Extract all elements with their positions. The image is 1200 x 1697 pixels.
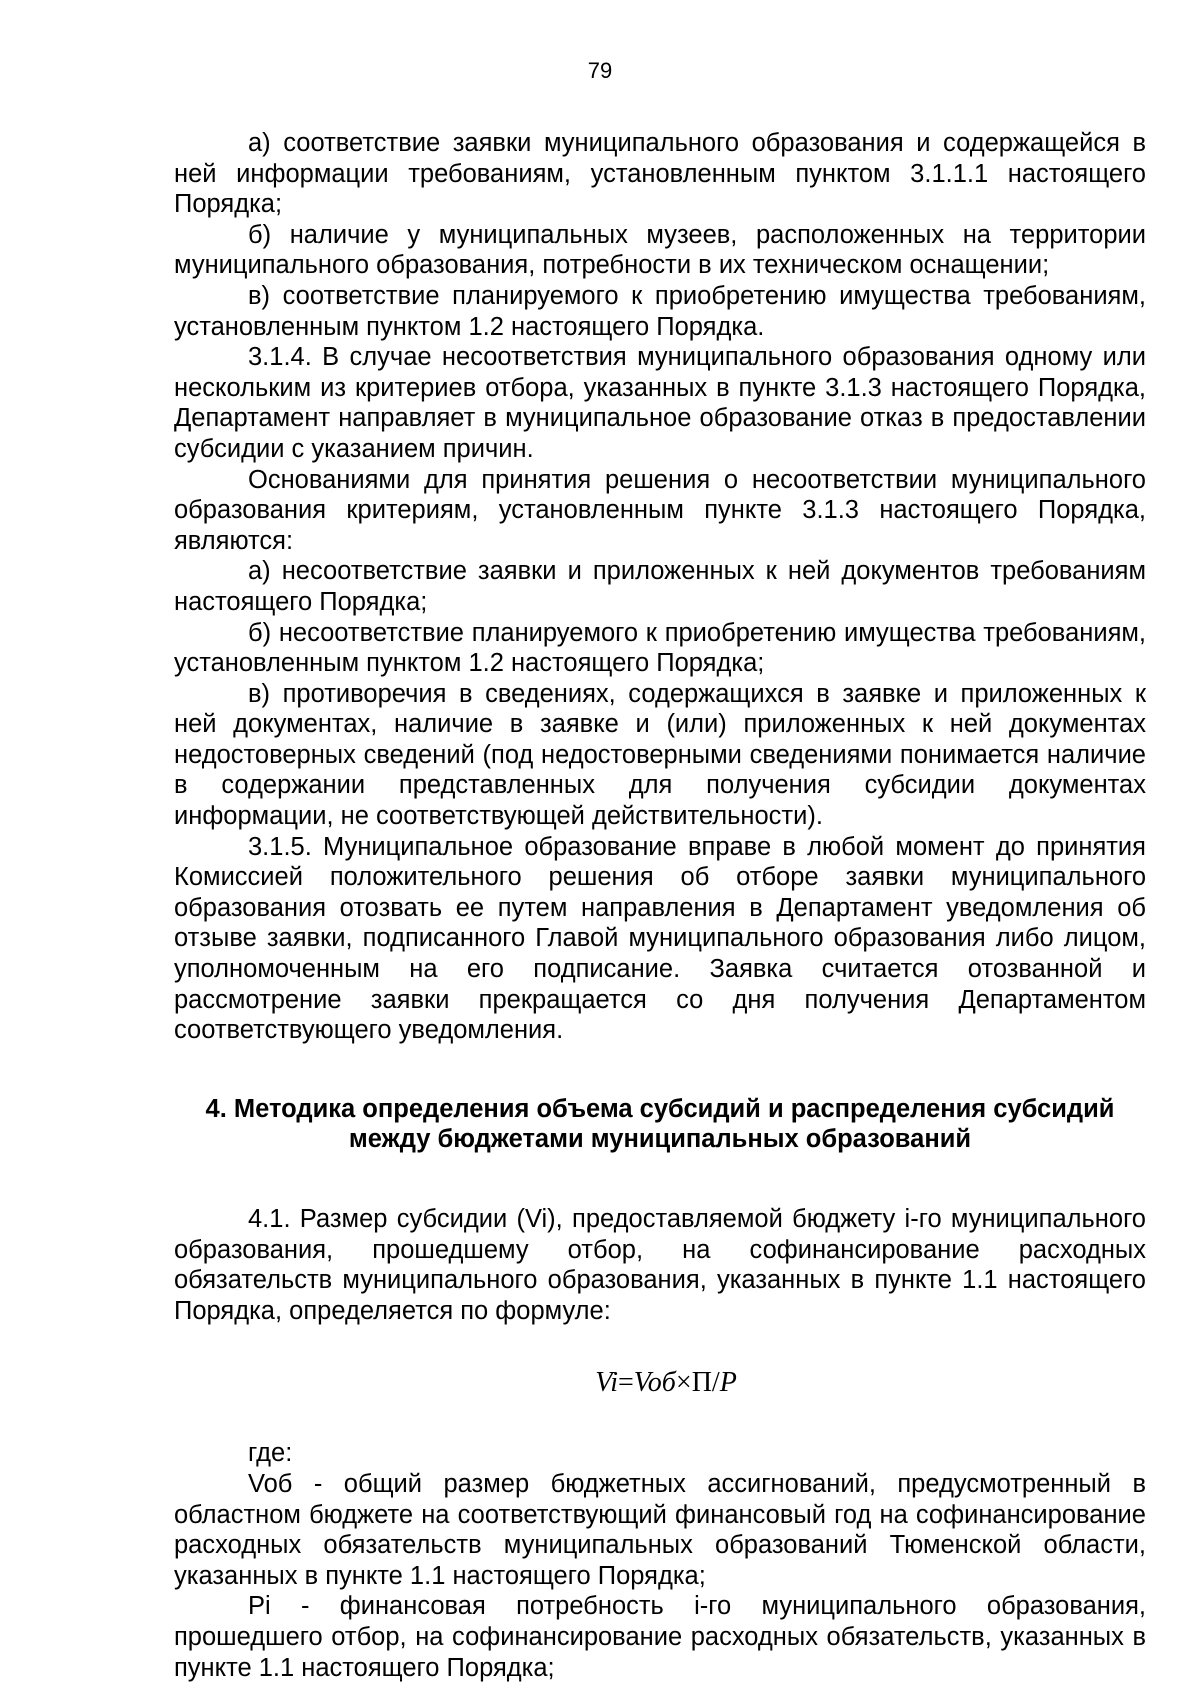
- formula-divide: /: [711, 1367, 720, 1399]
- formula-lhs: Vi: [595, 1367, 618, 1399]
- formula-term-total: P: [719, 1367, 737, 1399]
- paragraph-where: где:: [248, 1439, 293, 1468]
- paragraph-ground-c: в) противоречия в сведениях, содержащихся в заявке и приложенных к ней документах, наличие в заявке и (или) приложенных к ней документах недостоверных сведений (под недостоверными сведениями понимается наличие в содержании представленных для получения субсидии документах информации, не соответствующей действительности).: [174, 679, 1146, 831]
- formula-times: ×: [675, 1367, 692, 1399]
- paragraph-def-vob: Voб - общий размер бюджетных ассигнований, предусмотренный в областном бюджете на соответствующий финансовый год на софинансирование расходных обязательств муниципальных образований Тюменской области, указанных в пункте 1.1 настоящего Порядка;: [174, 1469, 1146, 1590]
- section-heading-line-1: 4. Методика определения объема субсидий и распределения субсидий: [205, 1094, 1115, 1123]
- paragraph-criterion-b: б) наличие у муниципальных музеев, расположенных на территории муниципального образования, потребности в их техническом оснащении;: [174, 220, 1146, 280]
- formula-term-p: П: [691, 1367, 712, 1399]
- paragraph-criterion-c: в) соответствие планируемого к приобретению имущества требованиям, установленным пунктом 1.2 настоящего Порядка.: [174, 281, 1146, 341]
- section-heading: [174, 1094, 1146, 1155]
- page-number: 79: [587, 58, 613, 83]
- paragraph-def-pi: Pi - финансовая потребность i-го муниципального образования, прошедшего отбор, на софинансирование расходных обязательств, указанных в пункте 1.1 настоящего Порядка;: [174, 1592, 1146, 1682]
- formula-equals: =: [618, 1367, 634, 1399]
- paragraph-criterion-a: а) соответствие заявки муниципального образования и содержащейся в ней информации требованиям, установленным пунктом 3.1.1.1 настоящего Порядка;: [174, 129, 1146, 219]
- formula-term-vob: Voб: [633, 1367, 676, 1399]
- paragraph-3-1-4: 3.1.4. В случае несоответствия муниципального образования одному или нескольким из критериев отбора, указанных в пункте 3.1.3 настоящего Порядка, Департамент направляет в муниципальное образование отказ в предоставлении субсидии с указанием причин.: [174, 343, 1146, 463]
- section-heading-line-2: между бюджетами муниципальных образований: [348, 1125, 972, 1154]
- paragraph-grounds-intro: Основаниями для принятия решения о несоответствии муниципального образования критериям, установленным пункте 3.1.3 настоящего Порядка, являются:: [174, 465, 1146, 555]
- paragraph-3-1-5: 3.1.5. Муниципальное образование вправе в любой момент до принятия Комиссией положительного решения об отборе заявки муниципального образования отозвать ее путем направления в Департамент уведомления об отзыве заявки, подписанного Главой муниципального образования либо лицом, уполномоченным на его подписание. Заявка считается отозванной и рассмотрение заявки прекращается со дня получения Департаментом соответствующего уведомления.: [174, 832, 1146, 1045]
- paragraph-ground-a: а) несоответствие заявки и приложенных к ней документов требованиям настоящего Порядка;: [174, 557, 1146, 616]
- formula: [174, 1366, 1146, 1400]
- document-body: [174, 128, 1146, 1683]
- paragraph-ground-b: б) несоответствие планируемого к приобретению имущества требованиям, установленным пунктом 1.2 настоящего Порядка;: [174, 618, 1146, 678]
- paragraph-4-1: 4.1. Размер субсидии (Vi), предоставляемой бюджету i-го муниципального образования, прошедшему отбор, на софинансирование расходных обязательств муниципального образования, указанных в пункте 1.1 настоящего Порядка, определяется по формуле:: [174, 1205, 1146, 1325]
